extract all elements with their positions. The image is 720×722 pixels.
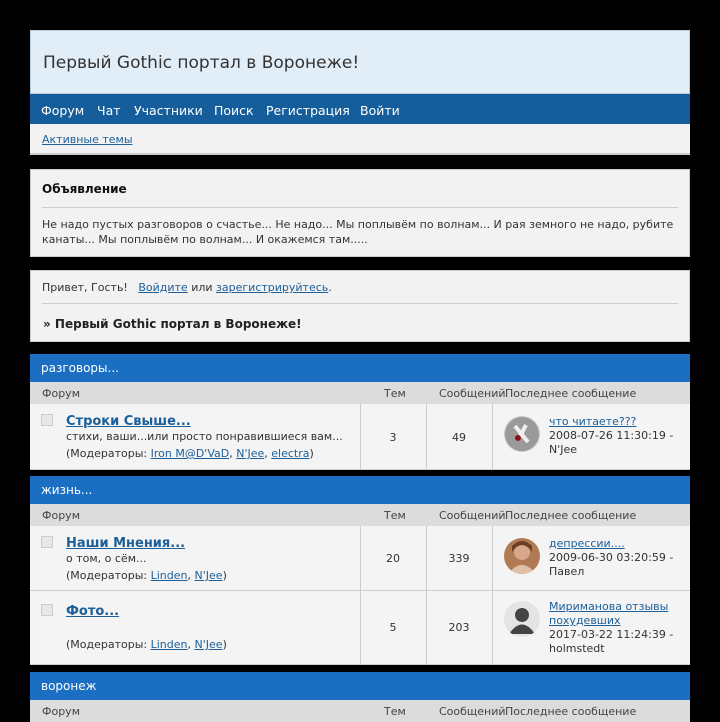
- col-last-post: Последнее сообщение: [505, 705, 637, 718]
- greeting-box: [30, 270, 690, 342]
- nav-forum[interactable]: Форум: [41, 103, 85, 118]
- last-post-user: N'Jee: [549, 443, 578, 456]
- forum-status-icon: [41, 536, 53, 548]
- last-post-title-line2[interactable]: похудевших: [549, 614, 621, 627]
- last-post-date: 2009-06-30 03:20:59 -: [549, 551, 674, 564]
- site-title: Первый Gothic портал в Воронеже!: [43, 53, 360, 73]
- col-topics: Тем: [384, 705, 406, 718]
- table-header: [30, 700, 690, 722]
- last-post-date: 2008-07-26 11:30:19 -: [549, 429, 674, 442]
- topic-count: 20: [386, 552, 400, 565]
- moderator-link[interactable]: Iron M@D'VaD: [150, 447, 230, 460]
- cross-avatar[interactable]: [504, 416, 540, 452]
- col-forum: Форум: [42, 705, 80, 718]
- portrait-avatar[interactable]: [504, 538, 540, 574]
- divider: [492, 404, 493, 469]
- greeting-or: или: [191, 281, 213, 294]
- site-header: [30, 30, 690, 94]
- forum-moderators: (Модераторы: Linden, N'Jee): [66, 638, 227, 651]
- main-nav: [30, 94, 690, 124]
- category-header[interactable]: [30, 354, 690, 382]
- category-title[interactable]: воронеж: [41, 679, 97, 693]
- active-topics-link[interactable]: Активные темы: [42, 133, 133, 146]
- moderator-link[interactable]: N'Jee: [236, 447, 265, 460]
- last-post-date: 2017-03-22 11:24:39 -: [549, 628, 674, 641]
- nav-login[interactable]: Войти: [360, 103, 400, 118]
- category-header[interactable]: [30, 672, 690, 700]
- forum-status-icon: [41, 604, 53, 616]
- divider: [42, 207, 678, 208]
- nav-search[interactable]: Поиск: [214, 103, 254, 118]
- breadcrumb: » Первый Gothic портал в Воронеже!: [43, 317, 302, 331]
- moderator-link[interactable]: N'Jee: [194, 569, 223, 582]
- col-forum: Форум: [42, 509, 80, 522]
- last-post-user: Павел: [549, 565, 585, 578]
- category-header[interactable]: [30, 476, 690, 504]
- last-post: [549, 415, 685, 457]
- topic-count: 5: [389, 621, 397, 634]
- moderator-link[interactable]: Linden: [150, 638, 188, 651]
- last-post-title-line1[interactable]: Мириманова отзывы: [549, 600, 669, 613]
- post-count: 49: [452, 431, 466, 444]
- post-count: 203: [448, 621, 470, 634]
- last-post-link[interactable]: депрессии....: [549, 537, 625, 550]
- col-last-post: Последнее сообщение: [505, 509, 637, 522]
- last-post: [549, 600, 685, 656]
- last-post-link[interactable]: что читаете???: [549, 415, 637, 428]
- col-topics: Тем: [384, 509, 406, 522]
- forum-description: стихи, ваши...или просто понравившиеся вам...: [66, 430, 343, 443]
- category-title[interactable]: жизнь...: [41, 483, 93, 497]
- forum-status-icon: [41, 414, 53, 426]
- forum-moderators: (Модераторы: Iron M@D'VaD, N'Jee, electra): [66, 447, 314, 460]
- col-posts: Сообщений: [439, 509, 506, 522]
- forum-moderators: (Модераторы: Linden, N'Jee): [66, 569, 227, 582]
- default-user-avatar[interactable]: [504, 601, 540, 637]
- post-count: 339: [448, 552, 470, 565]
- table-header: [30, 382, 690, 404]
- moderator-link[interactable]: N'Jee: [194, 638, 223, 651]
- forum-row: [30, 526, 690, 591]
- nav-chat[interactable]: Чат: [97, 103, 121, 118]
- moderator-link[interactable]: electra: [271, 447, 310, 460]
- greeting-line: [42, 281, 332, 294]
- topic-count: 3: [389, 431, 397, 444]
- greeting-hello: Привет, Гость!: [42, 281, 128, 294]
- col-posts: Сообщений: [439, 387, 506, 400]
- forum-row: [30, 404, 690, 470]
- sub-nav: [30, 124, 690, 155]
- announcement-box: [30, 169, 690, 257]
- col-posts: Сообщений: [439, 705, 506, 718]
- nav-register[interactable]: Регистрация: [266, 103, 350, 118]
- col-forum: Форум: [42, 387, 80, 400]
- divider: [42, 303, 678, 304]
- table-header: [30, 504, 690, 526]
- category-title[interactable]: разговоры...: [41, 361, 119, 375]
- last-post-user: holmstedt: [549, 642, 605, 655]
- forum-link[interactable]: Наши Мнения...: [66, 536, 186, 551]
- login-link[interactable]: Войдите: [138, 281, 188, 294]
- moderator-link[interactable]: Linden: [150, 569, 188, 582]
- last-post: [549, 537, 685, 579]
- col-topics: Тем: [384, 387, 406, 400]
- forum-row: [30, 591, 690, 665]
- forum-description: о том, о сём...: [66, 552, 147, 565]
- greeting-dot: .: [328, 281, 332, 294]
- forum-link[interactable]: Строки Свыше...: [66, 414, 191, 429]
- register-link[interactable]: зарегистрируйтесь: [216, 281, 329, 294]
- announcement-heading: Объявление: [42, 182, 127, 196]
- col-last-post: Последнее сообщение: [505, 387, 637, 400]
- forum-link[interactable]: Фото...: [66, 604, 120, 619]
- announcement-text: Не надо пустых разговоров о счастье... Не надо... Мы поплывём по волнам... И рая земного не надо, рубите канаты... Мы поплывём по волнам... И окажемся там.....: [42, 218, 674, 246]
- moderators-label: (Модераторы:: [66, 447, 148, 460]
- moderators-label: (Модераторы:: [66, 569, 148, 582]
- nav-members[interactable]: Участники: [134, 103, 203, 118]
- moderators-label: (Модераторы:: [66, 638, 148, 651]
- divider: [492, 526, 493, 590]
- last-post-link[interactable]: [549, 600, 668, 627]
- divider: [492, 591, 493, 664]
